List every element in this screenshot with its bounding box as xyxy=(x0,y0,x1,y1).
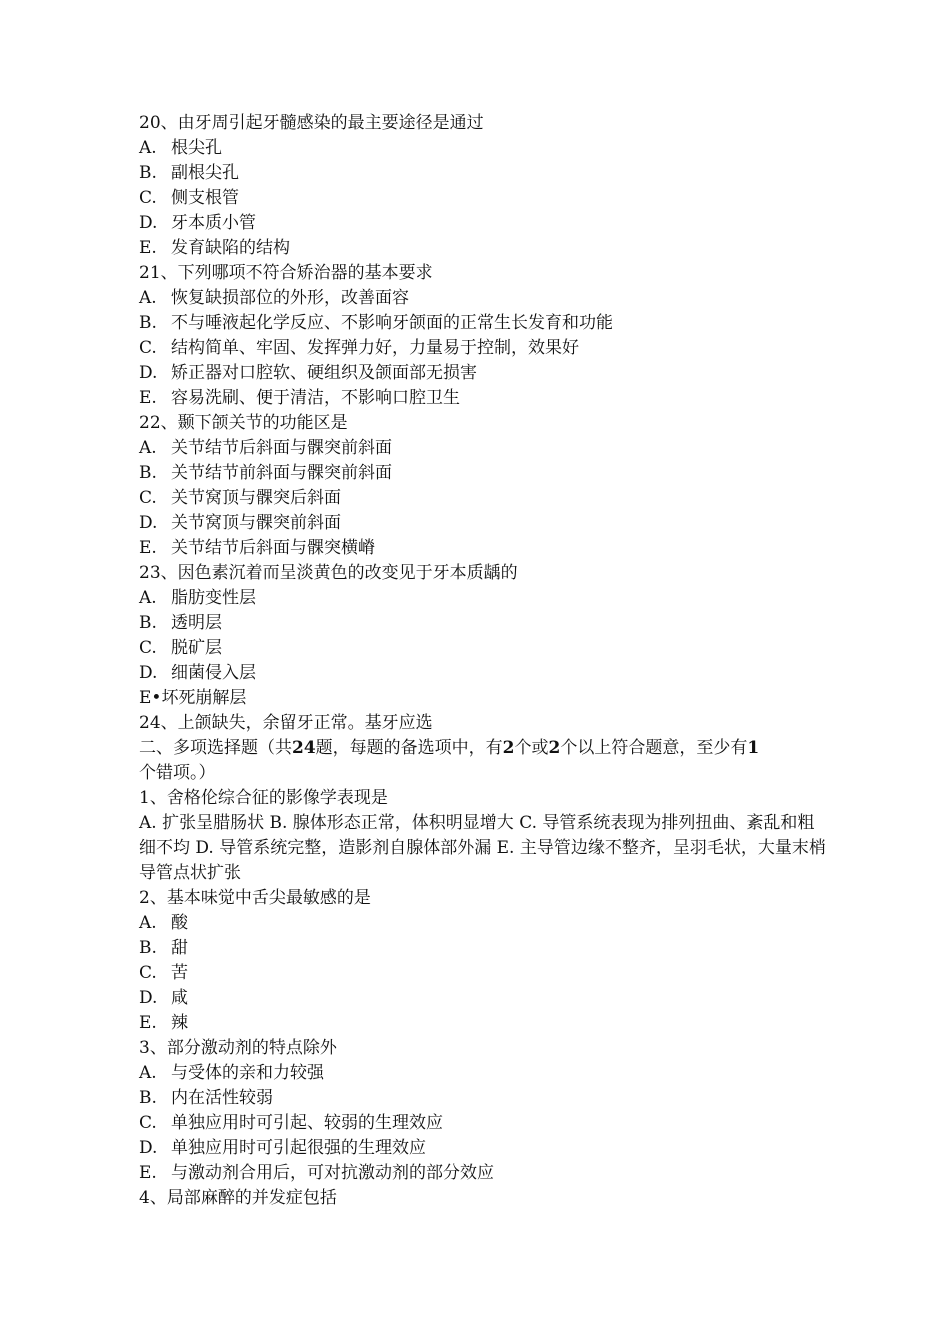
question-20-option-b xyxy=(139,161,829,186)
option-text: 矫正器对口腔软、硬组织及颌面部无损害 xyxy=(171,363,477,383)
option-letter: C. xyxy=(139,188,157,208)
question-23-option-c xyxy=(139,636,829,661)
question-22-option-a xyxy=(139,436,829,461)
option-text: 关节结节后斜面与髁突前斜面 xyxy=(171,438,392,458)
section-number: 1 xyxy=(747,738,760,758)
question-20-option-a xyxy=(139,136,829,161)
option-letter: B. xyxy=(139,613,157,633)
option-letter: E. xyxy=(139,238,157,258)
option-text: 辣 xyxy=(171,1013,188,1033)
option-letter: D. xyxy=(139,988,158,1008)
multi-question-2-option-d xyxy=(139,986,829,1011)
option-text: 恢复缺损部位的外形，改善面容 xyxy=(171,288,409,308)
question-20-title: 20、由牙周引起牙髓感染的最主要途径是通过 xyxy=(139,113,484,133)
option-text: 与激动剂合用后，可对抗激动剂的部分效应 xyxy=(171,1163,494,1183)
option-text: 透明层 xyxy=(171,613,222,633)
option-letter: E• xyxy=(139,688,162,708)
option-letter: C. xyxy=(139,638,157,658)
option-letter: B. xyxy=(139,1088,157,1108)
option-letter: A. xyxy=(139,1063,157,1083)
option-letter: C. xyxy=(139,488,157,508)
section-text: 个以上符合题意，至少有 xyxy=(560,738,748,758)
option-letter: D. xyxy=(139,363,158,383)
option-text: 不与唾液起化学反应、不影响牙颌面的正常生长发育和功能 xyxy=(171,313,613,333)
section-text: 题，每题的备选项中，有 xyxy=(315,738,503,758)
option-text: 发育缺陷的结构 xyxy=(171,238,290,258)
option-letter: E. xyxy=(139,1013,157,1033)
option-text: 脱矿层 xyxy=(171,638,222,658)
question-22-option-d xyxy=(139,511,829,536)
option-letter: E. xyxy=(139,1163,157,1183)
option-text: 关节窝顶与髁突前斜面 xyxy=(171,513,341,533)
option-text: 单独应用时可引起很强的生理效应 xyxy=(171,1138,426,1158)
option-text: 坏死崩解层 xyxy=(161,688,247,708)
section-2-heading xyxy=(139,736,829,786)
multi-question-2-option-c xyxy=(139,961,829,986)
multi-question-4-title: 4、局部麻醉的并发症包括 xyxy=(139,1188,337,1208)
option-text: 脂肪变性层 xyxy=(171,588,256,608)
multi-question-3-option-c xyxy=(139,1111,829,1136)
question-23-option-b xyxy=(139,611,829,636)
section-number: 2 xyxy=(548,738,561,758)
option-text: 根尖孔 xyxy=(171,138,222,158)
multi-question-2-option-a xyxy=(139,911,829,936)
option-text: 牙本质小管 xyxy=(171,213,256,233)
option-text: 容易洗刷、便于清洁，不影响口腔卫生 xyxy=(171,388,460,408)
multi-question-1-options: A. 扩张呈腊肠状 B. 腺体形态正常，体积明显增大 C. 导管系统表现为排列扭曲、紊乱和粗细不均 D. 导管系统完整，造影剂自腺体部外漏 E. 主导管边缘不整齐，呈羽毛状，大量末梢导管点状扩张 xyxy=(139,813,826,883)
option-text: 侧支根管 xyxy=(171,188,239,208)
option-letter: D. xyxy=(139,1138,158,1158)
section-text: 个错项。） xyxy=(139,763,216,783)
option-letter: A. xyxy=(139,588,157,608)
option-letter: D. xyxy=(139,663,158,683)
question-22-option-e xyxy=(139,536,829,561)
question-21-option-c xyxy=(139,336,829,361)
option-text: 与受体的亲和力较强 xyxy=(171,1063,324,1083)
option-text: 关节窝顶与髁突后斜面 xyxy=(171,488,341,508)
option-text: 甜 xyxy=(171,938,188,958)
option-letter: C. xyxy=(139,963,157,983)
option-text: 咸 xyxy=(171,988,188,1008)
question-22-title: 22、颞下颌关节的功能区是 xyxy=(139,413,348,433)
option-letter: D. xyxy=(139,513,158,533)
question-21-option-d xyxy=(139,361,829,386)
option-letter: A. xyxy=(139,438,157,458)
multi-question-1-title: 1、舍格伦综合征的影像学表现是 xyxy=(139,788,388,808)
multi-question-3-option-e xyxy=(139,1161,829,1186)
option-text: 副根尖孔 xyxy=(171,163,239,183)
section-text: 二、多项选择题（共 xyxy=(139,738,292,758)
question-20-option-e xyxy=(139,236,829,261)
multi-question-2-option-e xyxy=(139,1011,829,1036)
option-letter: E. xyxy=(139,538,157,558)
document-body xyxy=(139,111,829,1211)
option-text: 酸 xyxy=(171,913,188,933)
option-letter: C. xyxy=(139,338,157,358)
question-22-option-b xyxy=(139,461,829,486)
option-text: 单独应用时可引起、较弱的生理效应 xyxy=(171,1113,443,1133)
option-letter: B. xyxy=(139,463,157,483)
question-21-option-e xyxy=(139,386,829,411)
multi-question-3-option-d xyxy=(139,1136,829,1161)
question-24-title: 24、上颌缺失，余留牙正常。基牙应选 xyxy=(139,713,433,733)
question-20-option-c xyxy=(139,186,829,211)
option-letter: B. xyxy=(139,313,157,333)
option-text: 苦 xyxy=(171,963,188,983)
option-letter: D. xyxy=(139,213,158,233)
option-text: 结构简单、牢固、发挥弹力好，力量易于控制，效果好 xyxy=(171,338,579,358)
question-22-option-c xyxy=(139,486,829,511)
question-21-option-b xyxy=(139,311,829,336)
multi-question-3-option-a xyxy=(139,1061,829,1086)
option-text: 内在活性较弱 xyxy=(171,1088,273,1108)
question-20-option-d xyxy=(139,211,829,236)
option-letter: A. xyxy=(139,288,157,308)
multi-question-2-option-b xyxy=(139,936,829,961)
section-number: 24 xyxy=(292,738,316,758)
option-letter: E. xyxy=(139,388,157,408)
multi-question-3-option-b xyxy=(139,1086,829,1111)
option-text: 关节结节前斜面与髁突前斜面 xyxy=(171,463,392,483)
multi-question-2-title: 2、基本味觉中舌尖最敏感的是 xyxy=(139,888,371,908)
option-letter: A. xyxy=(139,138,157,158)
question-23-option-a xyxy=(139,586,829,611)
option-letter: B. xyxy=(139,163,157,183)
option-letter: B. xyxy=(139,938,157,958)
section-number: 2 xyxy=(502,738,515,758)
question-23-option-e xyxy=(139,686,829,711)
question-21-title: 21、下列哪项不符合矫治器的基本要求 xyxy=(139,263,433,283)
option-letter: A. xyxy=(139,913,157,933)
section-text: 个或 xyxy=(514,738,549,758)
question-23-option-d xyxy=(139,661,829,686)
multi-question-3-title: 3、部分激动剂的特点除外 xyxy=(139,1038,337,1058)
option-text: 关节结节后斜面与髁突横嵴 xyxy=(171,538,375,558)
option-letter: C. xyxy=(139,1113,157,1133)
question-23-title: 23、因色素沉着而呈淡黄色的改变见于牙本质龋的 xyxy=(139,563,518,583)
option-text: 细菌侵入层 xyxy=(171,663,256,683)
question-21-option-a xyxy=(139,286,829,311)
